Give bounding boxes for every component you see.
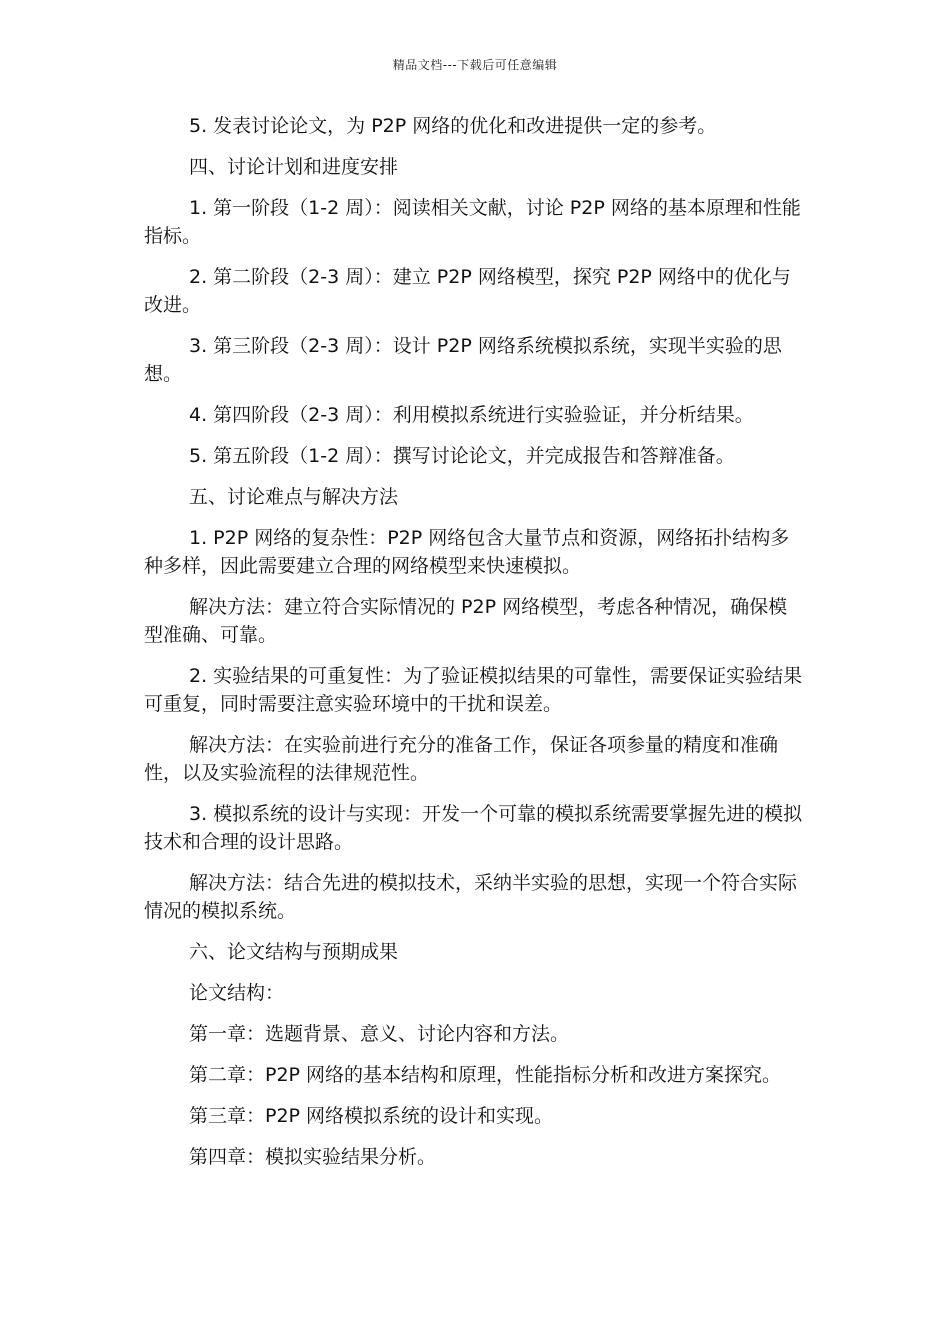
- difficulty-3: 3. 模拟系统的设计与实现：开发一个可靠的模拟系统需要掌握先进的模拟技术和合理的设计思路。: [144, 803, 803, 853]
- section-heading-schedule: 四、讨论计划和进度安排: [189, 156, 399, 178]
- section-heading-structure: 六、论文结构与预期成果: [189, 941, 399, 963]
- solution-2: 解决方法：在实验前进行充分的准备工作，保证各项参量的精度和准确性，以及实验流程的法律规范性。: [144, 734, 779, 784]
- solution-1: 解决方法：建立符合实际情况的 P2P 网络模型，考虑各种情况，确保模型准确、可靠。: [144, 596, 788, 646]
- list-item-publish-paper: 5. 发表讨论论文，为 P2P 网络的优化和改进提供一定的参考。: [189, 115, 717, 137]
- chapter-3: 第三章：P2P 网络模拟系统的设计和实现。: [189, 1105, 554, 1127]
- schedule-stage-1: 1. 第一阶段（1-2 周）：阅读相关文献，讨论 P2P 网络的基本原理和性能指标。: [144, 197, 801, 247]
- chapter-4: 第四章：模拟实验结果分析。: [189, 1146, 437, 1168]
- schedule-stage-2: 2. 第二阶段（2-3 周）：建立 P2P 网络模型，探究 P2P 网络中的优化与改进。: [144, 266, 791, 316]
- structure-label: 论文结构：: [189, 982, 285, 1004]
- chapter-1: 第一章：选题背景、意义、讨论内容和方法。: [189, 1023, 570, 1045]
- schedule-stage-3: 3. 第三阶段（2-3 周）：设计 P2P 网络系统模拟系统，实现半实验的思想。: [144, 335, 782, 385]
- chapter-2: 第二章：P2P 网络的基本结构和原理，性能指标分析和改进方案探究。: [189, 1064, 782, 1086]
- page-header: 精品文档---下载后可任意编辑: [392, 58, 558, 72]
- difficulty-2: 2. 实验结果的可重复性：为了验证模拟结果的可靠性，需要保证实验结果可重复，同时需要注意实验环境中的干扰和误差。: [144, 665, 803, 715]
- section-heading-difficulties: 五、讨论难点与解决方法: [189, 486, 399, 508]
- schedule-stage-5: 5. 第五阶段（1-2 周）：撰写讨论论文，并完成报告和答辩准备。: [189, 445, 735, 467]
- difficulty-1: 1. P2P 网络的复杂性：P2P 网络包含大量节点和资源，网络拓扑结构多种多样，因此需要建立合理的网络模型来快速模拟。: [144, 527, 790, 577]
- solution-3: 解决方法：结合先进的模拟技术，采纳半实验的思想，实现一个符合实际情况的模拟系统。: [144, 872, 798, 922]
- schedule-stage-4: 4. 第四阶段（2-3 周）：利用模拟系统进行实验验证，并分析结果。: [189, 404, 754, 426]
- document-body: [144, 112, 806, 1184]
